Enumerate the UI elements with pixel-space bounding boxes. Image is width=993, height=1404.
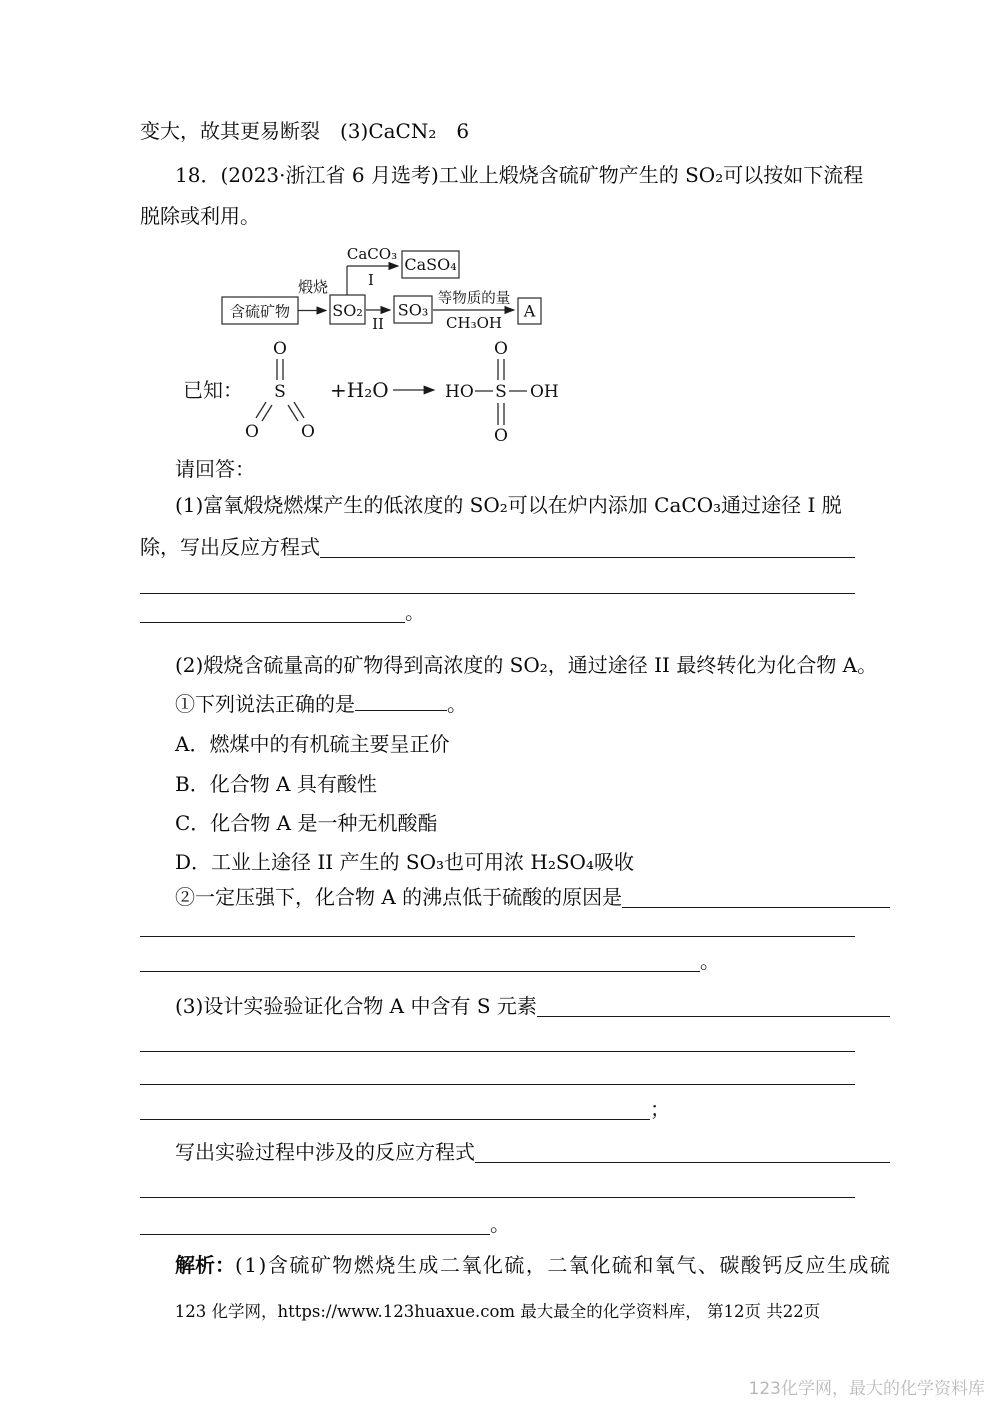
h2so4-sulfur: S (495, 382, 507, 402)
so3-left-oxygen: O (245, 422, 259, 442)
so3-double-bond-right2 (288, 405, 298, 421)
please-answer-label: 请回答： (175, 457, 255, 481)
q2-sub1-text: ①下列说法正确的是 (175, 692, 355, 716)
q1-answer-blank-1 (320, 534, 855, 558)
blank-line (140, 1028, 855, 1052)
process-flow-diagram (210, 238, 560, 335)
path2-roman-label: II (372, 315, 384, 333)
q3-answer-blank-1 (537, 993, 890, 1017)
so3-top-oxygen: O (273, 339, 287, 359)
q2-sub2-text: ②一定压强下，化合物 A 的沸点低于硫酸的原因是 (175, 885, 623, 909)
so3-double-bond-left (256, 402, 266, 418)
q2-sub2-line-with-blank (140, 884, 890, 911)
q3-answer-blank-3 (140, 1061, 855, 1088)
blank-line (140, 948, 700, 972)
analysis-text: (1)含硫矿物燃烧生成二氧化硫，二氧化硫和氧气、碳酸钙反应生成硫 (235, 1253, 892, 1277)
q1-text-line2-with-blank (140, 534, 855, 561)
q1-end-punctuation: 。 (405, 600, 425, 624)
known-label: 已知： (183, 378, 243, 402)
q2-sub2-answer-blank-1 (622, 884, 890, 908)
q3-equation-blank-1 (475, 1139, 890, 1163)
q2-option-d: D．工业上途径 II 产生的 SO₃也可用浓 H₂SO₄吸收 (175, 850, 634, 874)
q1-answer-blank-2 (140, 570, 855, 597)
q2-sub1-punctuation: 。 (447, 692, 467, 716)
so3-double-bond-right (294, 402, 304, 418)
blank-line (140, 570, 855, 594)
flow-labels (230, 245, 536, 333)
source-mineral-label: 含硫矿物 (229, 302, 291, 321)
q2-option-a: A．燃煤中的有机硫主要呈正价 (175, 732, 450, 756)
analysis-line (140, 1252, 890, 1279)
h2so4-bottom-oxygen: O (494, 426, 508, 446)
blank-line (140, 599, 405, 623)
q3-line-with-blank (140, 993, 890, 1020)
blank-line (140, 1211, 490, 1235)
page-footer: 123 化学网，https://www.123huaxue.com 最大最全的化学资料库， 第12页 共22页 (174, 1302, 821, 1321)
blank-line (140, 1174, 855, 1198)
caso4-label: CaSO₄ (404, 255, 457, 274)
q1-text-line1: (1)富氧煅烧燃煤产生的低浓度的 SO₂可以在炉内添加 CaCO₃通过途径 I 脱 (175, 493, 842, 517)
q2-sub2-answer-blank-2 (140, 913, 855, 940)
plus-water-text: +H₂O (330, 378, 389, 402)
q2-sub1-line (140, 690, 890, 717)
so2-label: SO₂ (332, 301, 363, 320)
path1-roman-label: I (368, 271, 374, 289)
q3-answer-blank-2 (140, 1028, 855, 1055)
equal-moles-label: 等物质的量 (437, 291, 511, 307)
q3-answer-blank-4 (140, 1096, 855, 1123)
q3-equation-line-with-blank (140, 1139, 890, 1166)
methanol-label: CH₃OH (446, 314, 502, 332)
q2-intro-text: (2)煅烧含硫量高的矿物得到高浓度的 SO₂，通过途径 II 最终转化为化合物 A。 (175, 653, 878, 677)
q3-end-punctuation: 。 (490, 1212, 510, 1236)
q3-text: (3)设计实验验证化合物 A 中含有 S 元素 (175, 994, 537, 1018)
q1-answer-blank-3 (140, 599, 855, 626)
site-watermark: 123化学网，最大的化学资料库 (748, 1379, 985, 1399)
q1-line2-text: 除，写出反应方程式 (140, 535, 320, 559)
q3-equation-blank-3 (140, 1211, 855, 1238)
q2-option-b: B．化合物 A 具有酸性 (175, 772, 377, 796)
analysis-label: 解析： (175, 1253, 235, 1277)
so3-label: SO₃ (397, 300, 429, 320)
q2-sub1-answer-blank (355, 690, 447, 711)
blank-line (140, 913, 855, 937)
h2so4-oh-group: OH (530, 382, 559, 402)
q2-option-c: C．化合物 A 是一种无机酸酯 (175, 811, 438, 835)
known-bonds (256, 359, 527, 425)
q2-sub2-punctuation: 。 (700, 949, 720, 973)
so3-sulfur: S (274, 382, 286, 402)
h2so4-ho-group: HO (445, 382, 474, 402)
h2so4-top-oxygen: O (494, 339, 508, 359)
so3-double-bond-left2 (262, 405, 272, 421)
known-reaction-diagram (180, 333, 580, 448)
carryover-answer-text: 变大，故其更易断裂 (3)CaCN₂ 6 (140, 119, 470, 143)
q2-sub2-answer-blank-3 (140, 948, 855, 975)
so3-right-oxygen: O (301, 422, 315, 442)
q3-equation-text: 写出实验过程中涉及的反应方程式 (175, 1140, 475, 1164)
question-18-intro-line2: 脱除或利用。 (140, 204, 260, 228)
caco3-label: CaCO₃ (346, 245, 398, 263)
compound-a-label: A (523, 301, 536, 321)
calcine-label: 煅烧 (297, 278, 329, 296)
q3-semicolon: ； (650, 1097, 670, 1121)
question-18-intro-line1: 18．(2023·浙江省 6 月选考)工业上煅烧含硫矿物产生的 SO₂可以按如下流程 (175, 163, 864, 187)
known-texts (183, 339, 559, 446)
q3-equation-blank-2 (140, 1174, 855, 1201)
blank-line (140, 1096, 650, 1120)
blank-line (140, 1061, 855, 1085)
